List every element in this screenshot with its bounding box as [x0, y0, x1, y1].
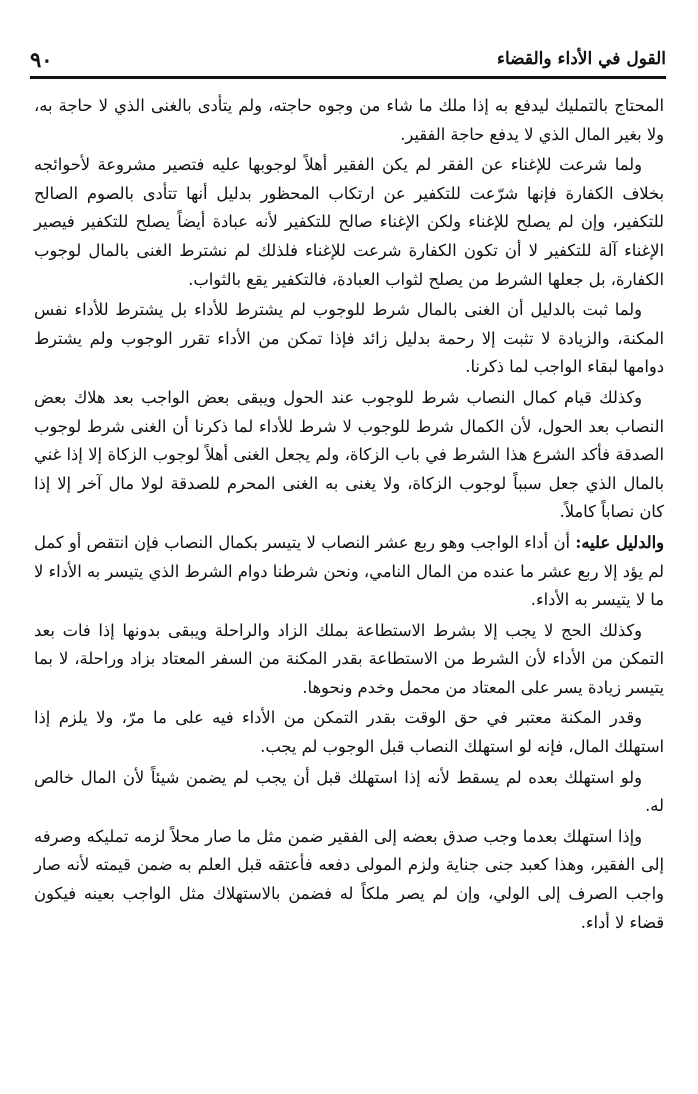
running-title: القول في الأداء والقضاء	[496, 49, 666, 69]
paragraph-lead: والدليل عليه:	[575, 532, 664, 552]
paragraph	[34, 384, 664, 527]
paragraph-text: وقدر المكنة معتبر في حق الوقت بقدر التمكن من الأداء فيه على ما مرّ، ولا يلزم إذا استهلك المال، فإنه لو استهلك النصاب قبل الوجوب لم يجب.	[34, 708, 664, 757]
paragraph-text: ولما ثبت بالدليل أن الغنى بالمال شرط للوجوب لم يشترط للأداء بل يشترط للأداء نفس المكنة، والزيادة لا تثبت إلا رحمة بدليل زائد فإذا تمكن من الأداء تقرر الوجوب ولم يشترط دوامها لبقاء الواجب لما ذكرنا.	[34, 300, 664, 377]
paragraph-text: ولما شرعت للإغناء عن الفقر لم يكن الفقير أهلاً لوجوبها عليه فتصير مشروعة لأحوائجه بخلاف الكفارة فإنها شرّعت للتكفير عن ارتكاب المحظور بدليل أنها تتأدى بالصوم الصالح للتكفير، وإن لم يصلح للإغناء ولكن الإغناء صالح للتكفير لأنه عبادة أيضاً يصلح للتكفير فيصير الإغناء آلة للتكفير لا أن تكون الكفارة شرعت للإغناء فلذلك لم نشترط الغنى بالمال لوجوب الكفارة، بل جعلها الشرط من يصلح لثواب العبادة، فالتكفير يقع بالثواب.	[34, 155, 664, 289]
paragraph-text: ولو استهلك بعده لم يسقط لأنه إذا استهلك قبل أن يجب لم يضمن شيئاً لأن المال خالص له.	[34, 767, 664, 816]
paragraph	[34, 151, 664, 294]
paragraph	[34, 296, 664, 382]
page-number: ٩٠	[30, 46, 53, 72]
paragraph-text: أن أداء الواجب وهو ربع عشر النصاب لا يتيسر بكمال النصاب فإن انتقص أو كمل لم يؤد إلا ربع عشر ما عنده من المال النامي، ونحن شرطنا دوام الشرط الذي يتيسر به الأداء لا ما لا يتيسر به الأداء.	[34, 532, 664, 610]
page-body	[34, 92, 664, 939]
paragraph-text: المحتاج بالتمليك ليدفع به إذا ملك ما شاء من وجوه حاجته، ولم يتأدى بالغنى الذي لا حاجة به، ولا بغير المال الذي لا يدفع حاجة الفقير.	[34, 96, 664, 144]
paragraph	[34, 764, 664, 821]
paragraph	[34, 823, 664, 937]
paragraph-text: وإذا استهلك بعدما وجب صدق بعضه إلى الفقير ضمن مثل ما صار محلاً لزمه تمليكه وصرفه إلى الفقير، وهذا كعبد جنى جناية ولزم المولى دفعه فأعتقه قبل العلم به ضمن قيمته لأنه صار واجب الصرف إلى الولي، وإن لم يصر ملكاً له فضمن بالاستهلاك مثل الواجب بعينه فيكون قضاء لا أداء.	[34, 826, 664, 932]
paragraph	[34, 92, 664, 149]
paragraph-text: وكذلك الحج لا يجب إلا بشرط الاستطاعة بملك الزاد والراحلة ويبقى بدونها إذا فات بعد التمكن من الأداء لأن الشرط من الاستطاعة بقدر المكنة من السفر المعتاد بزاد وراحلة، لا بما يتيسر زيادة يسر على المعتاد من محمل وخدم ونحوها.	[34, 620, 664, 697]
paragraph	[34, 617, 664, 703]
paragraph-text: وكذلك قيام كمال النصاب شرط للوجوب عند الحول ويبقى بعض الواجب بعد هلاك بعض النصاب بعد الحول، لأن الكمال شرط للوجوب لا شرط للأداء لما ذكرنا أن الغنى شرط لوجوب الصدقة فأكد الشرع هذا الشرط في باب الزكاة، ولم يجعل الغنى أهلاً لوجوب الزكاة إلا إذا غني بالمال الذي جعل سبباً لوجوب الزكاة، ولا يغنى به الغنى المحرم للصدقة لولا مال آخر إلا إذا كان نصاباً كاملاً.	[34, 387, 664, 522]
paragraph	[34, 704, 664, 761]
paragraph	[34, 529, 664, 615]
page-header	[30, 42, 666, 79]
